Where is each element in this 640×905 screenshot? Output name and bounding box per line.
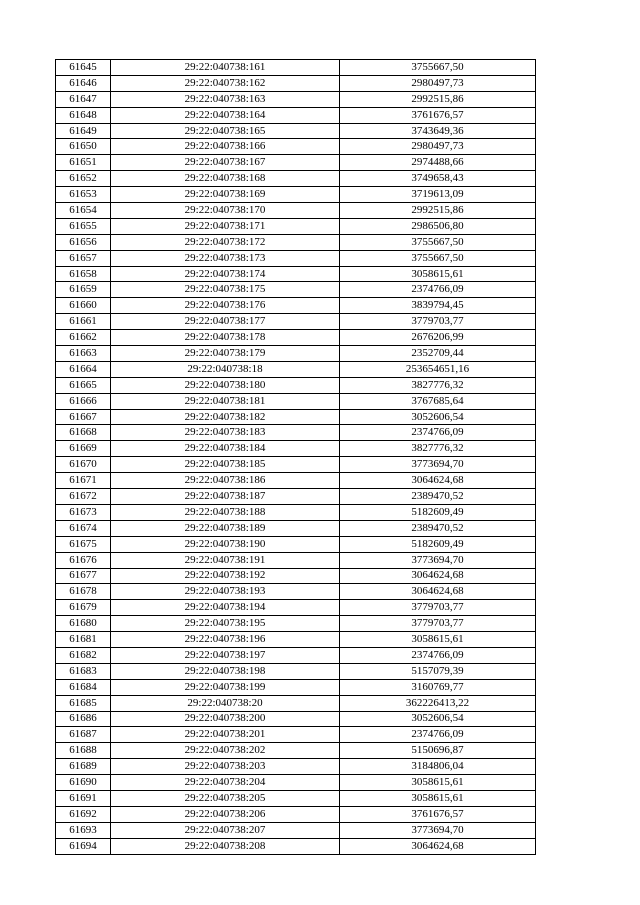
row-number-cell: 61664 [56,361,111,377]
cadastral-number-cell: 29:22:040738:186 [111,473,340,489]
table-row [56,838,536,854]
table-row [56,409,536,425]
table-row [56,520,536,536]
row-number-cell: 61668 [56,425,111,441]
row-number-cell: 61658 [56,266,111,282]
table-row [56,759,536,775]
row-number-cell: 61646 [56,75,111,91]
cadastral-value-cell: 3160769,77 [340,679,536,695]
cadastral-number-cell: 29:22:040738:168 [111,171,340,187]
row-number-cell: 61684 [56,679,111,695]
row-number-cell: 61683 [56,663,111,679]
table-row [56,60,536,76]
cadastral-value-cell: 3761676,57 [340,107,536,123]
cadastral-value-cell: 3064624,68 [340,584,536,600]
cadastral-number-cell: 29:22:040738:203 [111,759,340,775]
row-number-cell: 61673 [56,504,111,520]
table-row [56,107,536,123]
cadastral-number-cell: 29:22:040738:164 [111,107,340,123]
table-row [56,187,536,203]
table-row [56,91,536,107]
cadastral-value-cell: 3755667,50 [340,234,536,250]
cadastral-number-cell: 29:22:040738:18 [111,361,340,377]
cadastral-number-cell: 29:22:040738:195 [111,616,340,632]
row-number-cell: 61645 [56,60,111,76]
row-number-cell: 61652 [56,171,111,187]
cadastral-value-cell: 3827776,32 [340,441,536,457]
cadastral-number-cell: 29:22:040738:205 [111,790,340,806]
row-number-cell: 61690 [56,775,111,791]
cadastral-value-cell: 3749658,43 [340,171,536,187]
cadastral-value-cell: 3779703,77 [340,314,536,330]
table-row [56,568,536,584]
table-row [56,155,536,171]
cadastral-number-cell: 29:22:040738:175 [111,282,340,298]
table-row [56,361,536,377]
cadastral-number-cell: 29:22:040738:200 [111,711,340,727]
row-number-cell: 61650 [56,139,111,155]
table-row [56,171,536,187]
table-row [56,266,536,282]
row-number-cell: 61661 [56,314,111,330]
cadastral-value-cell: 5182609,49 [340,536,536,552]
cadastral-value-cell: 3743649,36 [340,123,536,139]
row-number-cell: 61665 [56,377,111,393]
cadastral-number-cell: 29:22:040738:194 [111,600,340,616]
cadastral-value-cell: 3827776,32 [340,377,536,393]
table-row [56,330,536,346]
cadastral-value-cell: 3839794,45 [340,298,536,314]
table-row [56,632,536,648]
row-number-cell: 61678 [56,584,111,600]
cadastral-value-cell: 3058615,61 [340,266,536,282]
cadastral-value-cell: 2389470,52 [340,489,536,505]
cadastral-value-cell: 3773694,70 [340,552,536,568]
table-row [56,600,536,616]
table-row [56,473,536,489]
cadastral-value-cell: 3064624,68 [340,838,536,854]
table-row [56,504,536,520]
cadastral-number-cell: 29:22:040738:176 [111,298,340,314]
table-row [56,806,536,822]
cadastral-number-cell: 29:22:040738:201 [111,727,340,743]
cadastral-number-cell: 29:22:040738:207 [111,822,340,838]
table-row [56,457,536,473]
cadastral-number-cell: 29:22:040738:178 [111,330,340,346]
cadastral-number-cell: 29:22:040738:188 [111,504,340,520]
cadastral-value-cell: 3779703,77 [340,616,536,632]
cadastral-value-cell: 3755667,50 [340,60,536,76]
cadastral-number-cell: 29:22:040738:202 [111,743,340,759]
cadastral-value-cell: 3755667,50 [340,250,536,266]
cadastral-value-cell: 2992515,86 [340,91,536,107]
cadastral-number-cell: 29:22:040738:191 [111,552,340,568]
cadastral-value-cell: 3058615,61 [340,632,536,648]
table-row [56,775,536,791]
cadastral-value-cell: 3052606,54 [340,711,536,727]
row-number-cell: 61691 [56,790,111,806]
table-row [56,552,536,568]
row-number-cell: 61677 [56,568,111,584]
table-row [56,584,536,600]
table-row [56,663,536,679]
cadastral-value-cell: 2986506,80 [340,218,536,234]
cadastral-number-cell: 29:22:040738:180 [111,377,340,393]
table-row [56,727,536,743]
cadastral-value-cell: 2676206,99 [340,330,536,346]
table-body [56,60,536,855]
table-row [56,250,536,266]
cadastral-number-cell: 29:22:040738:181 [111,393,340,409]
cadastral-number-cell: 29:22:040738:170 [111,203,340,219]
cadastral-number-cell: 29:22:040738:163 [111,91,340,107]
cadastral-value-cell: 2374766,09 [340,282,536,298]
cadastral-value-cell: 2992515,86 [340,203,536,219]
row-number-cell: 61667 [56,409,111,425]
cadastral-value-cell: 2374766,09 [340,727,536,743]
cadastral-number-cell: 29:22:040738:162 [111,75,340,91]
row-number-cell: 61666 [56,393,111,409]
cadastral-number-cell: 29:22:040738:198 [111,663,340,679]
table-row [56,441,536,457]
table-row [56,695,536,711]
table-row [56,139,536,155]
row-number-cell: 61681 [56,632,111,648]
cadastral-number-cell: 29:22:040738:182 [111,409,340,425]
cadastral-number-cell: 29:22:040738:199 [111,679,340,695]
cadastral-value-cell: 3773694,70 [340,457,536,473]
cadastral-value-cell: 2352709,44 [340,346,536,362]
cadastral-number-cell: 29:22:040738:192 [111,568,340,584]
cadastral-number-cell: 29:22:040738:196 [111,632,340,648]
row-number-cell: 61647 [56,91,111,107]
cadastral-value-cell: 3184806,04 [340,759,536,775]
table-row [56,393,536,409]
cadastral-value-cell: 5182609,49 [340,504,536,520]
row-number-cell: 61671 [56,473,111,489]
cadastral-number-cell: 29:22:040738:208 [111,838,340,854]
row-number-cell: 61692 [56,806,111,822]
row-number-cell: 61688 [56,743,111,759]
row-number-cell: 61669 [56,441,111,457]
cadastral-value-cell: 3761676,57 [340,806,536,822]
row-number-cell: 61682 [56,647,111,663]
row-number-cell: 61660 [56,298,111,314]
row-number-cell: 61657 [56,250,111,266]
cadastral-value-cell: 2389470,52 [340,520,536,536]
cadastral-number-cell: 29:22:040738:193 [111,584,340,600]
cadastral-number-cell: 29:22:040738:172 [111,234,340,250]
cadastral-number-cell: 29:22:040738:173 [111,250,340,266]
table-row [56,679,536,695]
row-number-cell: 61649 [56,123,111,139]
row-number-cell: 61670 [56,457,111,473]
cadastral-number-cell: 29:22:040738:171 [111,218,340,234]
cadastral-number-cell: 29:22:040738:20 [111,695,340,711]
table-row [56,790,536,806]
table-row [56,203,536,219]
row-number-cell: 61675 [56,536,111,552]
table-row [56,346,536,362]
table-row [56,489,536,505]
cadastral-number-cell: 29:22:040738:189 [111,520,340,536]
table-row [56,822,536,838]
row-number-cell: 61648 [56,107,111,123]
cadastral-value-cell: 3052606,54 [340,409,536,425]
cadastral-value-cell: 3767685,64 [340,393,536,409]
cadastral-value-cell: 5150696,87 [340,743,536,759]
cadastral-value-cell: 3058615,61 [340,775,536,791]
row-number-cell: 61680 [56,616,111,632]
cadastral-number-cell: 29:22:040738:204 [111,775,340,791]
cadastral-number-cell: 29:22:040738:161 [111,60,340,76]
cadastral-number-cell: 29:22:040738:184 [111,441,340,457]
table-row [56,218,536,234]
table-row [56,377,536,393]
cadastral-value-cell: 2980497,73 [340,139,536,155]
table-row [56,743,536,759]
row-number-cell: 61689 [56,759,111,775]
row-number-cell: 61687 [56,727,111,743]
cadastral-value-cell: 3779703,77 [340,600,536,616]
cadastral-number-cell: 29:22:040738:206 [111,806,340,822]
cadastral-number-cell: 29:22:040738:185 [111,457,340,473]
cadastral-number-cell: 29:22:040738:187 [111,489,340,505]
row-number-cell: 61693 [56,822,111,838]
row-number-cell: 61654 [56,203,111,219]
table-row [56,75,536,91]
table-row [56,711,536,727]
row-number-cell: 61674 [56,520,111,536]
table-row [56,234,536,250]
row-number-cell: 61662 [56,330,111,346]
row-number-cell: 61651 [56,155,111,171]
row-number-cell: 61686 [56,711,111,727]
cadastral-value-cell: 5157079,39 [340,663,536,679]
cadastral-value-table [55,59,536,855]
cadastral-value-cell: 2374766,09 [340,647,536,663]
cadastral-number-cell: 29:22:040738:174 [111,266,340,282]
row-number-cell: 61656 [56,234,111,250]
row-number-cell: 61685 [56,695,111,711]
table-row [56,298,536,314]
row-number-cell: 61672 [56,489,111,505]
table-row [56,314,536,330]
cadastral-number-cell: 29:22:040738:197 [111,647,340,663]
cadastral-value-cell: 362226413,22 [340,695,536,711]
table-row [56,123,536,139]
row-number-cell: 61663 [56,346,111,362]
cadastral-value-cell: 3058615,61 [340,790,536,806]
cadastral-value-cell: 2374766,09 [340,425,536,441]
cadastral-number-cell: 29:22:040738:183 [111,425,340,441]
table-row [56,425,536,441]
table-row [56,536,536,552]
cadastral-number-cell: 29:22:040738:165 [111,123,340,139]
cadastral-value-cell: 253654651,16 [340,361,536,377]
cadastral-value-cell: 3773694,70 [340,822,536,838]
cadastral-number-cell: 29:22:040738:166 [111,139,340,155]
cadastral-value-cell: 3064624,68 [340,568,536,584]
row-number-cell: 61653 [56,187,111,203]
cadastral-value-cell: 2980497,73 [340,75,536,91]
row-number-cell: 61679 [56,600,111,616]
table-row [56,282,536,298]
cadastral-number-cell: 29:22:040738:179 [111,346,340,362]
cadastral-value-cell: 3719613,09 [340,187,536,203]
cadastral-number-cell: 29:22:040738:169 [111,187,340,203]
row-number-cell: 61694 [56,838,111,854]
table-row [56,616,536,632]
cadastral-number-cell: 29:22:040738:167 [111,155,340,171]
row-number-cell: 61676 [56,552,111,568]
row-number-cell: 61655 [56,218,111,234]
cadastral-number-cell: 29:22:040738:177 [111,314,340,330]
table-row [56,647,536,663]
row-number-cell: 61659 [56,282,111,298]
cadastral-value-cell: 3064624,68 [340,473,536,489]
cadastral-value-cell: 2974488,66 [340,155,536,171]
cadastral-number-cell: 29:22:040738:190 [111,536,340,552]
